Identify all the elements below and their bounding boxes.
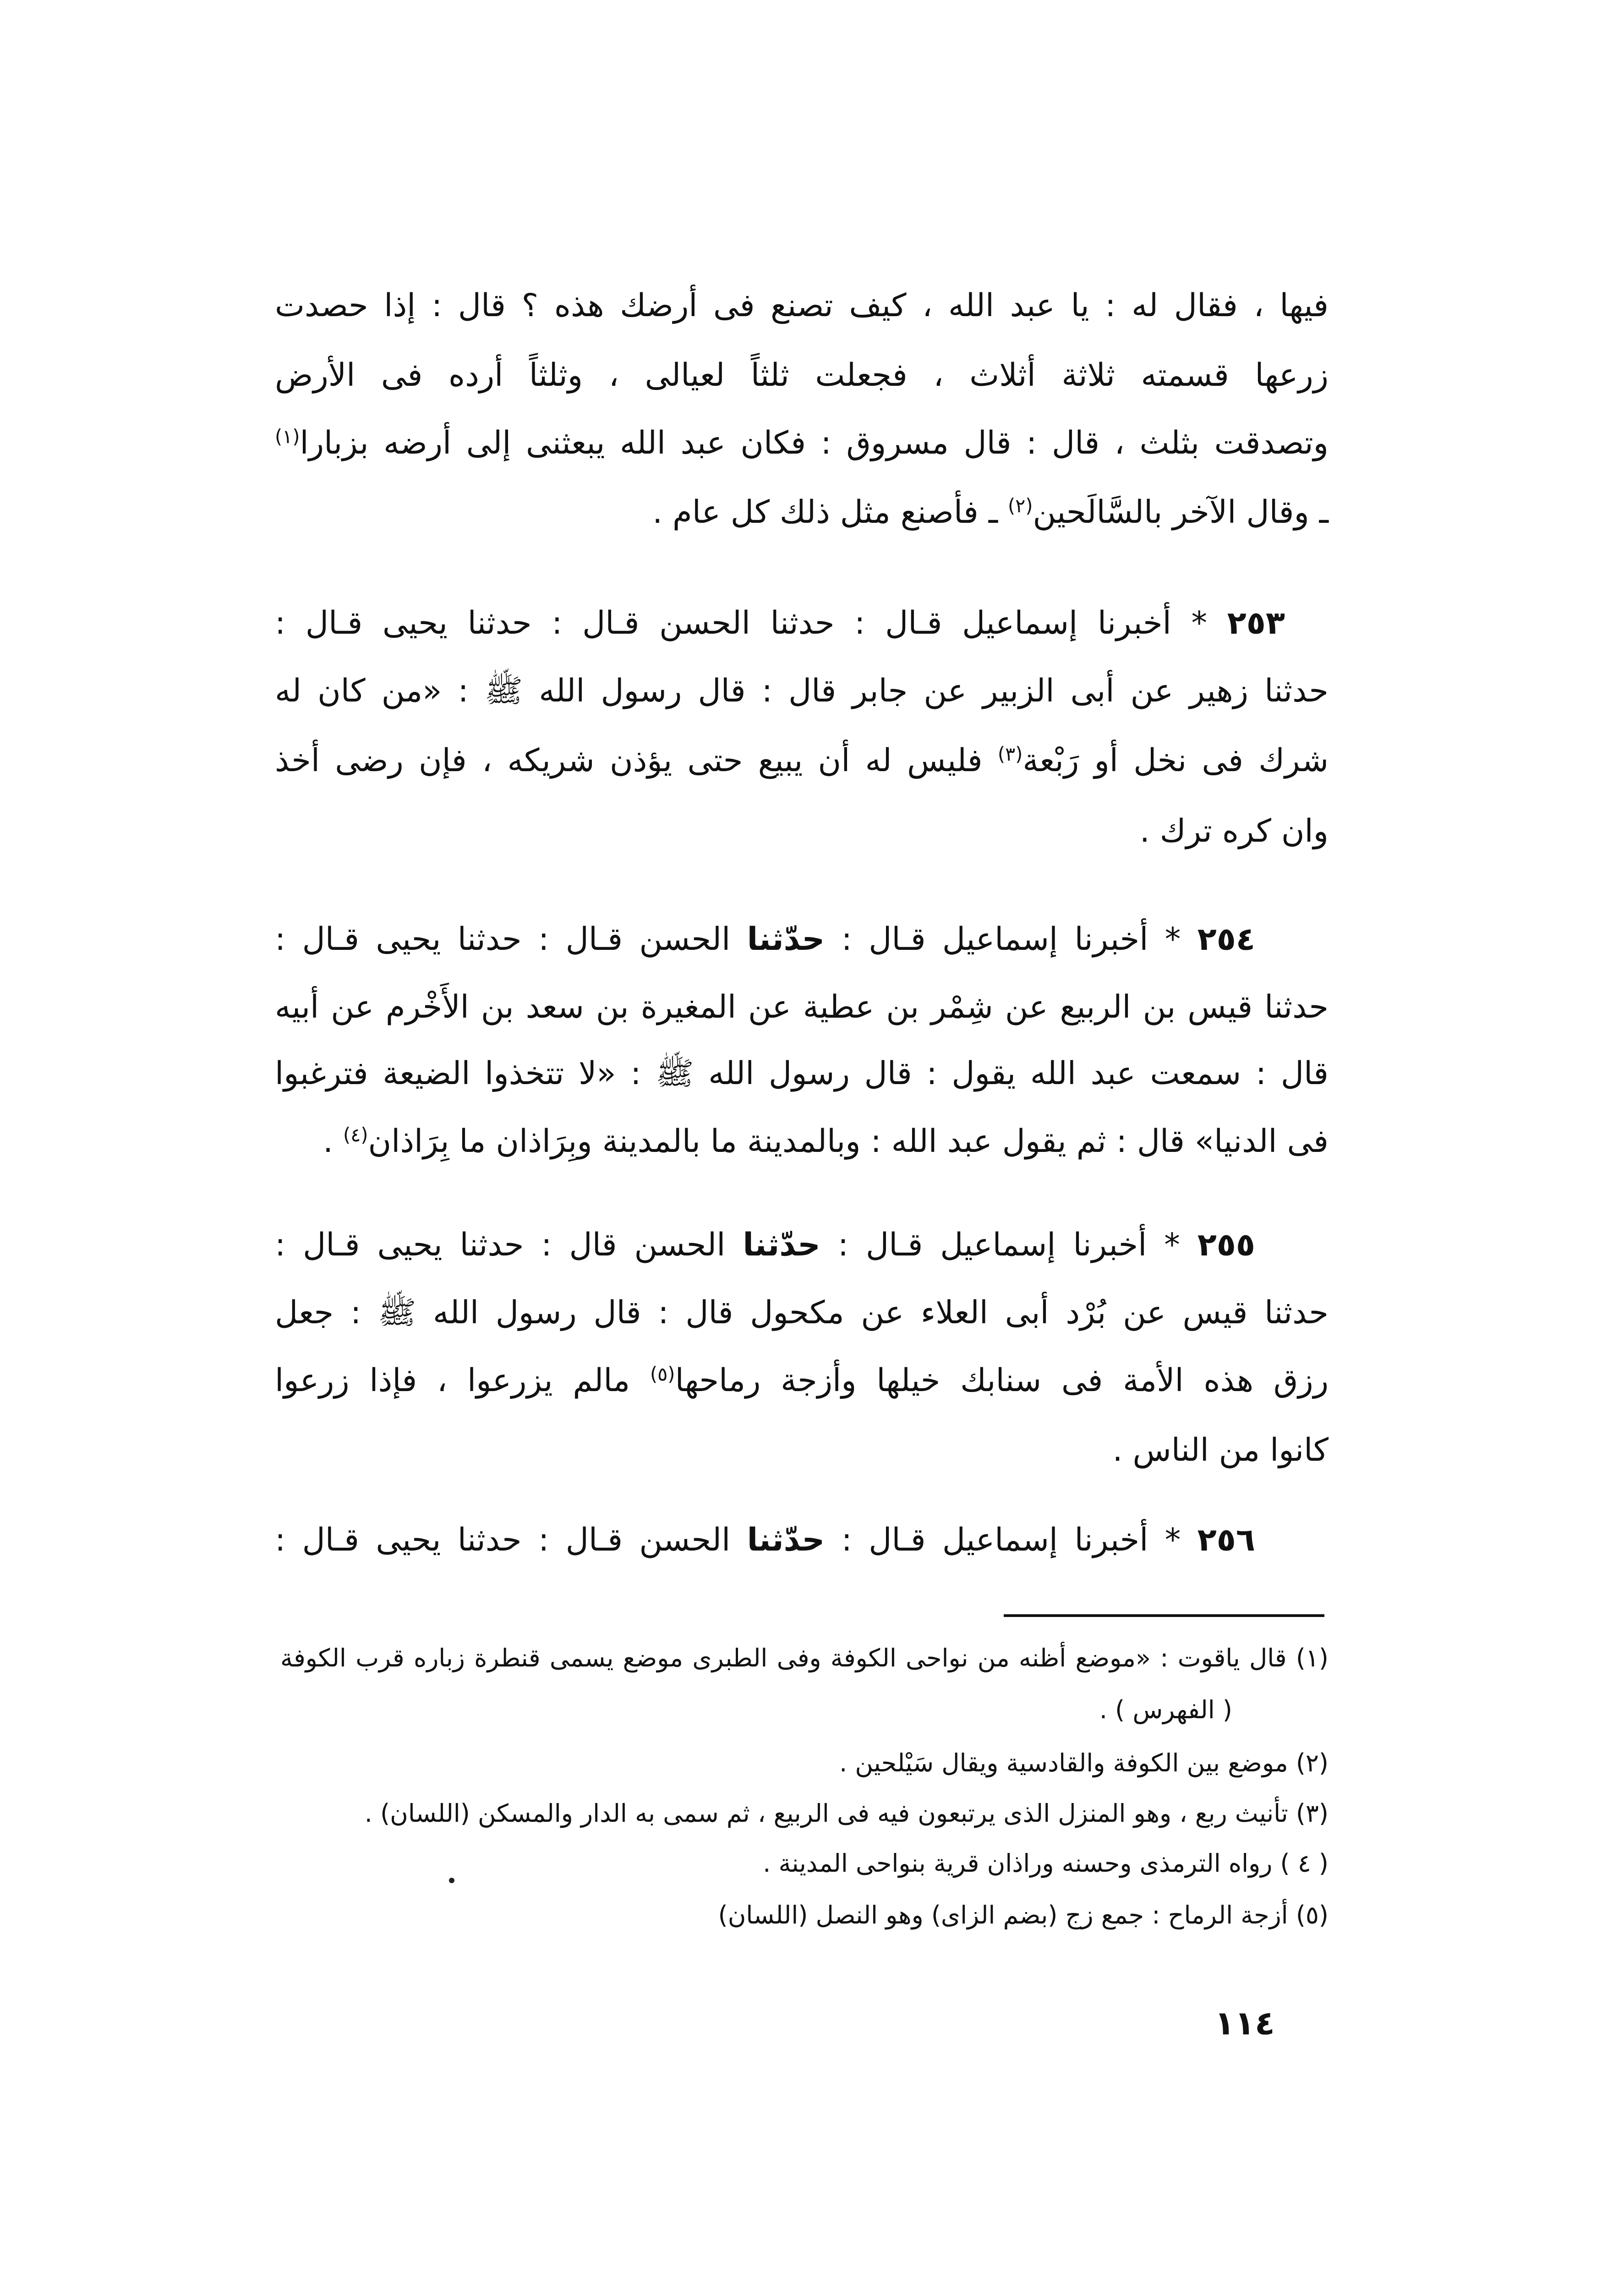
hadith-marker: * xyxy=(1165,921,1181,958)
isnad-bold-word: حدّثنا xyxy=(743,1227,820,1263)
text-line: حدثنا قيس عن بُرْد أبى العلاء عن مكحول قال : قال رسول الله ﷺ : جعل xyxy=(275,1294,1329,1331)
footnote-5 xyxy=(280,1892,1329,1938)
hadith-marker: * xyxy=(1164,1227,1180,1263)
isnad-text: أخبرنا إسماعيل قـال : xyxy=(841,921,1148,958)
footnote-mark: (٣) xyxy=(1296,1799,1329,1828)
text-line: فيها ، فقال له : يا عبد الله ، كيف تصنع فى أرضك هذه ؟ قال : إذا حصدت xyxy=(275,287,1329,324)
text-line: وان كره ترك . xyxy=(1139,813,1329,850)
footnote-4 xyxy=(280,1841,1329,1886)
hadith-heading-line xyxy=(275,1508,1329,1572)
footnote-3 xyxy=(280,1791,1329,1836)
scan-speck xyxy=(449,1878,454,1883)
footnote-text: قال ياقوت : «موضع أظنه من نواحى الكوفة وفى الطبرى موضع يسمى قنطرة زباره قرب الكوفة xyxy=(280,1644,1287,1672)
text-line: زرعها قسمته ثلاثة أثلاث ، فجعلت ثلثاً لعيالى ، وثلثاً أرده فى الأرض xyxy=(275,357,1329,394)
isnad-text: الحسن قال : حدثنا يحيى قـال : xyxy=(275,1227,726,1263)
isnad-text: الحسن قـال : حدثنا يحيى قـال : xyxy=(275,1522,731,1558)
footnote-1-continuation: ( الفهرس ) . xyxy=(1099,1695,1232,1724)
text-line xyxy=(275,411,1329,475)
footnote-1 xyxy=(280,1635,1329,1681)
line-text: . xyxy=(323,1123,333,1160)
text-line: حدثنا زهير عن أبى الزبير عن جابر قال : قال رسول الله ﷺ : «من كان له xyxy=(275,673,1329,709)
footnote-ref: (٥) xyxy=(650,1363,675,1386)
footnote-mark: (٥) xyxy=(1296,1901,1329,1929)
line-text: وتصدقت بثلث ، قال : قال مسروق : فكان عبد الله يبعثنى إلى أرضه بزبارا xyxy=(300,425,1329,461)
isnad-bold-word: حدّثنا xyxy=(747,1522,825,1558)
text-line xyxy=(275,1109,1329,1173)
hadith-marker: * xyxy=(1165,1522,1181,1558)
hadith-heading-line xyxy=(275,1213,1329,1277)
footnote-mark: (١) xyxy=(1296,1644,1329,1672)
footnote-text: أزجة الرماح : جمع زج (بضم الزاى) وهو النصل (اللسان) xyxy=(718,1901,1288,1929)
isnad-text: الحسن قـال : حدثنا يحيى قـال : xyxy=(275,921,731,958)
hadith-number: ٢٥٣ xyxy=(1227,605,1285,641)
footnote-text: تأنيث ربع ، وهو المنزل الذى يرتبعون فيه فى الربيع ، ثم سمى به الدار والمسكن (اللسان) . xyxy=(364,1799,1288,1828)
hadith-marker: * xyxy=(1191,605,1207,641)
page-number: ١١٤ xyxy=(1214,2004,1275,2042)
footnote-2 xyxy=(280,1740,1329,1786)
footnote-ref: (٢) xyxy=(1007,495,1033,517)
footnote-separator xyxy=(1004,1614,1324,1617)
line-text: مالم يزرعوا ، فإذا زرعوا xyxy=(275,1362,630,1399)
hadith-number: ٢٥٦ xyxy=(1197,1522,1255,1558)
text-line xyxy=(275,480,1329,544)
footnote-mark: ( ٤ ) xyxy=(1280,1849,1329,1878)
text-line: حدثنا قيس بن الربيع عن شِمْر بن عطية عن المغيرة بن سعد بن الأَخْرم عن أبيه xyxy=(275,989,1329,1025)
line-text: رزق هذه الأمة فى سنابك خيلها وأزجة رماحها xyxy=(675,1362,1329,1399)
isnad-text: أخبرنا إسماعيل قـال : حدثنا الحسن قـال : حدثنا يحيى قـال : xyxy=(275,605,1171,641)
text-line: قال : سمعت عبد الله يقول : قال رسول الله ﷺ : «لا تتخذوا الضيعة فترغبوا xyxy=(275,1055,1329,1092)
footnote-ref: (١) xyxy=(275,426,300,448)
line-text: فى الدنيا» قال : ثم يقول عبد الله : وبالمدينة ما بالمدينة وبِرَاذان ما بِرَاذان xyxy=(368,1123,1329,1160)
line-text: شرك فى نخل أو رَبْعة xyxy=(1023,742,1329,779)
hadith-number: ٢٥٥ xyxy=(1197,1227,1256,1263)
isnad-bold-word: حدّثنا xyxy=(747,921,825,958)
footnote-ref: (٣) xyxy=(997,743,1023,766)
isnad-text: أخبرنا إسماعيل قـال : xyxy=(837,1227,1147,1263)
footnote-mark: (٢) xyxy=(1296,1748,1329,1777)
text-line: كانوا من الناس . xyxy=(1112,1432,1329,1469)
line-text: فليس له أن يبيع حتى يؤذن شريكه ، فإن رضى أخذ xyxy=(275,742,983,779)
footnote-text: رواه الترمذى وحسنه وراذان قرية بنواحى المدينة . xyxy=(763,1849,1273,1878)
line-text: ـ فأصنع مثل ذلك كل عام . xyxy=(652,494,998,531)
text-line xyxy=(275,729,1329,793)
footnote-text: موضع بين الكوفة والقادسية ويقال سَيْلحين . xyxy=(839,1748,1288,1777)
text-line xyxy=(275,1348,1329,1413)
line-text: ـ وقال الآخر بالسَّالَحين xyxy=(1033,494,1329,531)
hadith-heading-line xyxy=(275,591,1329,655)
hadith-heading-line xyxy=(275,907,1329,971)
hadith-number: ٢٥٤ xyxy=(1197,921,1255,958)
isnad-text: أخبرنا إسماعيل قـال : xyxy=(841,1522,1148,1558)
footnote-ref: (٤) xyxy=(343,1124,368,1146)
